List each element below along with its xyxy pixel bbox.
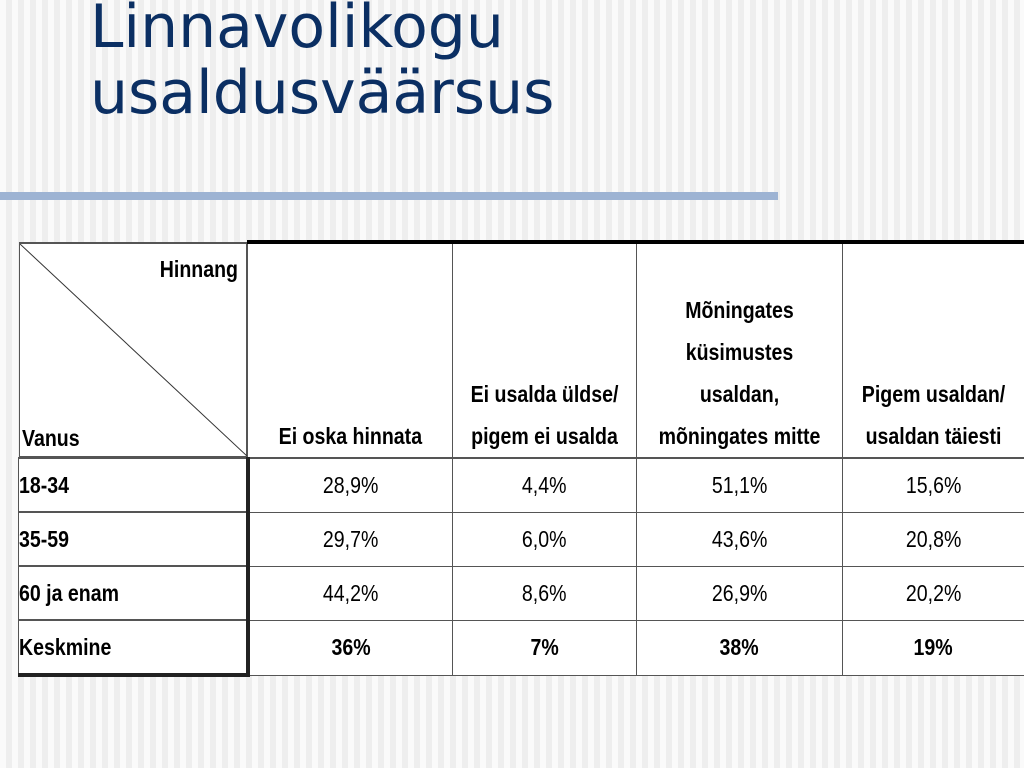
table-header-row (19, 242, 1024, 458)
corner-label-hinnang: Hinnang (159, 256, 238, 282)
table-cell: 38% (637, 620, 843, 675)
row-label: 18-34 (19, 458, 248, 512)
table-cell: 43,6% (637, 512, 843, 566)
table-row (19, 458, 1024, 512)
column-header: Ei oska hinnata (248, 242, 453, 458)
table-cell: 20,2% (843, 566, 1024, 620)
table-row (19, 512, 1024, 566)
table-cell: 8,6% (453, 566, 637, 620)
table-cell: 26,9% (637, 566, 843, 620)
table-cell: 7% (453, 620, 637, 675)
title-divider (0, 192, 778, 200)
column-header: Pigem usaldan/ usaldan täiesti (843, 242, 1024, 458)
row-label: 60 ja enam (19, 566, 248, 620)
trust-table (18, 240, 1024, 677)
table-cell: 19% (843, 620, 1024, 675)
table-row-average (19, 620, 1024, 675)
corner-header (19, 242, 248, 458)
slide-title: Linnavolikogu usaldusväärsus (90, 0, 555, 128)
table-cell: 36% (248, 620, 453, 675)
corner-label-vanus: Vanus (21, 425, 80, 451)
row-label: 35-59 (19, 512, 248, 566)
table-cell: 15,6% (843, 458, 1024, 512)
table-cell: 4,4% (453, 458, 637, 512)
row-label: Keskmine (19, 620, 248, 675)
table-cell: 29,7% (248, 512, 453, 566)
table-cell: 6,0% (453, 512, 637, 566)
column-header: Ei usalda üldse/ pigem ei usalda (453, 242, 637, 458)
table-cell: 28,9% (248, 458, 453, 512)
table-row (19, 566, 1024, 620)
table-cell: 20,8% (843, 512, 1024, 566)
table-cell: 44,2% (248, 566, 453, 620)
column-header: Mõningates küsimustes usaldan, mõningates mitte (637, 242, 843, 458)
table-cell: 51,1% (637, 458, 843, 512)
